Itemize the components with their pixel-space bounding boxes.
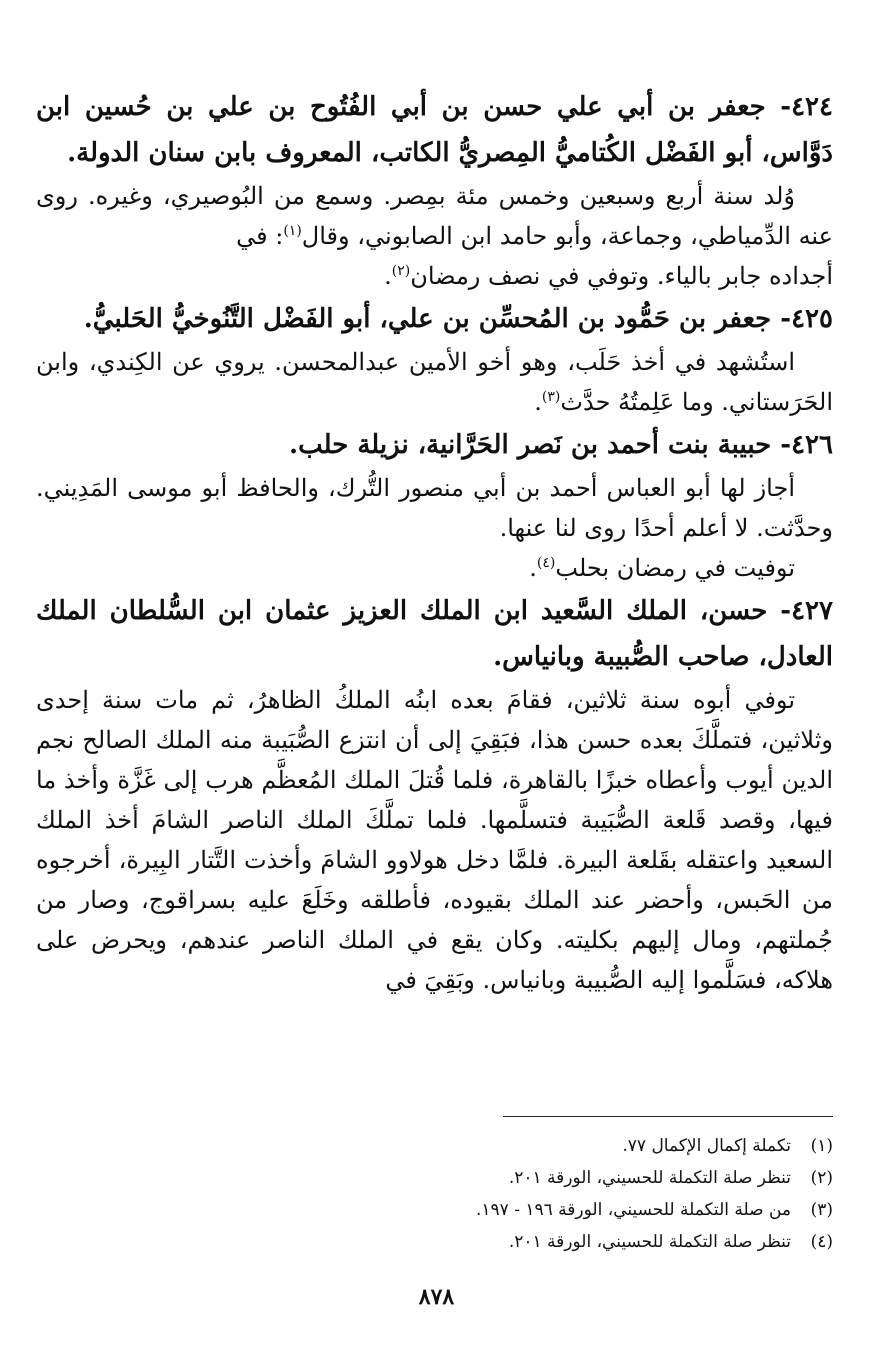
footnote-ref[interactable]: (١) — [283, 223, 302, 239]
footnote-marker: (١) — [810, 1136, 833, 1156]
entry-paragraph-427 — [36, 680, 833, 1000]
footnote-separator — [503, 1116, 833, 1117]
entry-text: : في — [236, 222, 284, 250]
footnote-3 — [53, 1194, 833, 1226]
footnote-marker: (٤) — [810, 1232, 833, 1252]
page-body — [36, 84, 833, 1000]
entry-paragraph-424b: أجداده جابر بالياء. وتوفي في نصف رمضان$^{(٢)}$. — [384, 262, 833, 290]
footnotes — [53, 1130, 833, 1258]
entry-heading-426: ٤٢٦- حبيبة بنت أحمد بن نَصر الحَرَّانية، نزيلة حلب. — [289, 430, 833, 460]
footnote-text: تنظر صلة التكملة للحسيني، الورقة ٢٠١. — [508, 1232, 791, 1252]
page-number: ٨٧٨ — [418, 1284, 455, 1310]
footnote-text: من صلة التكملة للحسيني، الورقة ١٩٦ - ١٩٧. — [475, 1200, 791, 1220]
entry-paragraph-424 — [36, 176, 833, 256]
entry-text: توفيت في رمضان بحلب — [555, 554, 795, 582]
footnote-2 — [53, 1162, 833, 1194]
entry-text: أجاز لها أبو العباس أحمد بن أبي منصور التُّرك، والحافظ أبو موسى المَدِيني. وحدَّثت. لا أعلم أحدًا روى لنا عنها. — [36, 474, 833, 542]
entry-heading-427: ٤٢٧- حسن، الملك السَّعيد ابن الملك العزيز عثمان ابن السُّلطان الملك العادل، صاحب الصُّبيبة وبانياس. — [36, 596, 833, 672]
footnote-1 — [53, 1130, 833, 1162]
entry-paragraph-426b: توفيت في رمضان بحلب$^{(٤)}$. — [529, 554, 795, 582]
footnote-text: تنظر صلة التكملة للحسيني، الورقة ٢٠١. — [508, 1168, 791, 1188]
entry-paragraph-426 — [36, 468, 833, 548]
entry-text: استُشهد في أخذ حَلَب، وهو أخو الأمين عبدالمحسن. يروي عن الكِندي، وابن الحَرَستاني. وما عَلِمتُهُ حدَّث — [36, 348, 833, 416]
entry-heading-424: ٤٢٤- جعفر بن أبي علي حسن بن أبي الفُتُوح بن علي بن حُسين ابن دَوَّاس، أبو الفَضْل الكُتاميُّ المِصريُّ الكاتب، المعروف بابن سنان الدولة. — [36, 92, 833, 168]
footnote-marker: (٣) — [810, 1200, 833, 1220]
entry-text: توفي أبوه سنة ثلاثين، فقامَ بعده ابنُه الملكُ الظاهرُ، ثم مات سنة إحدى وثلاثين، فتملَّكَ بعده حسن هذا، فبَقِيَ إلى أن انتزع الصُّبَيبة منه الملك الصالح نجم الدين أيوب وأعطاه خبزًا بالقاهرة، فلما قُتلَ الملك المُعظَّم هرب إلى غَزَّة وأخذ ما فيها، وقصد قَلعة الصُّبَيبة فتسلَّمها. فلما تملَّكَ الملك الناصر الشامَ أخذ الملك السعيد واعتقله بقَلعة البيرة. فلمَّا دخل هولاوو الشامَ وأخذت التَّتار البِيرة، أخرجوه من الحَبس، وأحضر عند الملك بقيوده، فأطلقه وخَلَعَ عليه بسراقوج، وصار من جُملتهم، ومال إليهم بكليته. وكان يقع في الملك الناصر عندهم، ويحرض على هلاكه، فسَلَّموا إليه الصُّبيبة وبانياس. وبَقِيَ في — [36, 686, 833, 994]
footnote-4 — [53, 1226, 833, 1258]
footnote-ref[interactable]: (٤) — [536, 555, 556, 571]
entry-text: وُلد سنة أربع وسبعين وخمس مئة بمِصر. وسمع من البُوصيري، وغيره. روى عنه الدِّمياطي، وجماعة، وأبو حامد ابن الصابوني، وقال — [36, 182, 833, 250]
footnote-ref[interactable]: (٢) — [391, 263, 411, 279]
footnote-ref[interactable]: (٣) — [541, 389, 561, 405]
entry-text: أجداده جابر بالياء. وتوفي في نصف رمضان — [410, 262, 833, 290]
footnote-text: تكملة إكمال الإكمال ٧٧. — [622, 1136, 791, 1156]
entry-paragraph-425: استُشهد في أخذ حَلَب، وهو أخو الأمين عبدالمحسن. يروي عن الكِندي، وابن الحَرَستاني. وما عَلِمتُهُ حدَّث$^{(٣)}$. — [36, 348, 833, 416]
footnote-marker: (٢) — [810, 1168, 833, 1188]
entry-heading-425: ٤٢٥- جعفر بن حَمُّود بن المُحسِّن بن علي، أبو الفَضْل التَّنُوخيُّ الحَلبيُّ. — [83, 304, 833, 334]
